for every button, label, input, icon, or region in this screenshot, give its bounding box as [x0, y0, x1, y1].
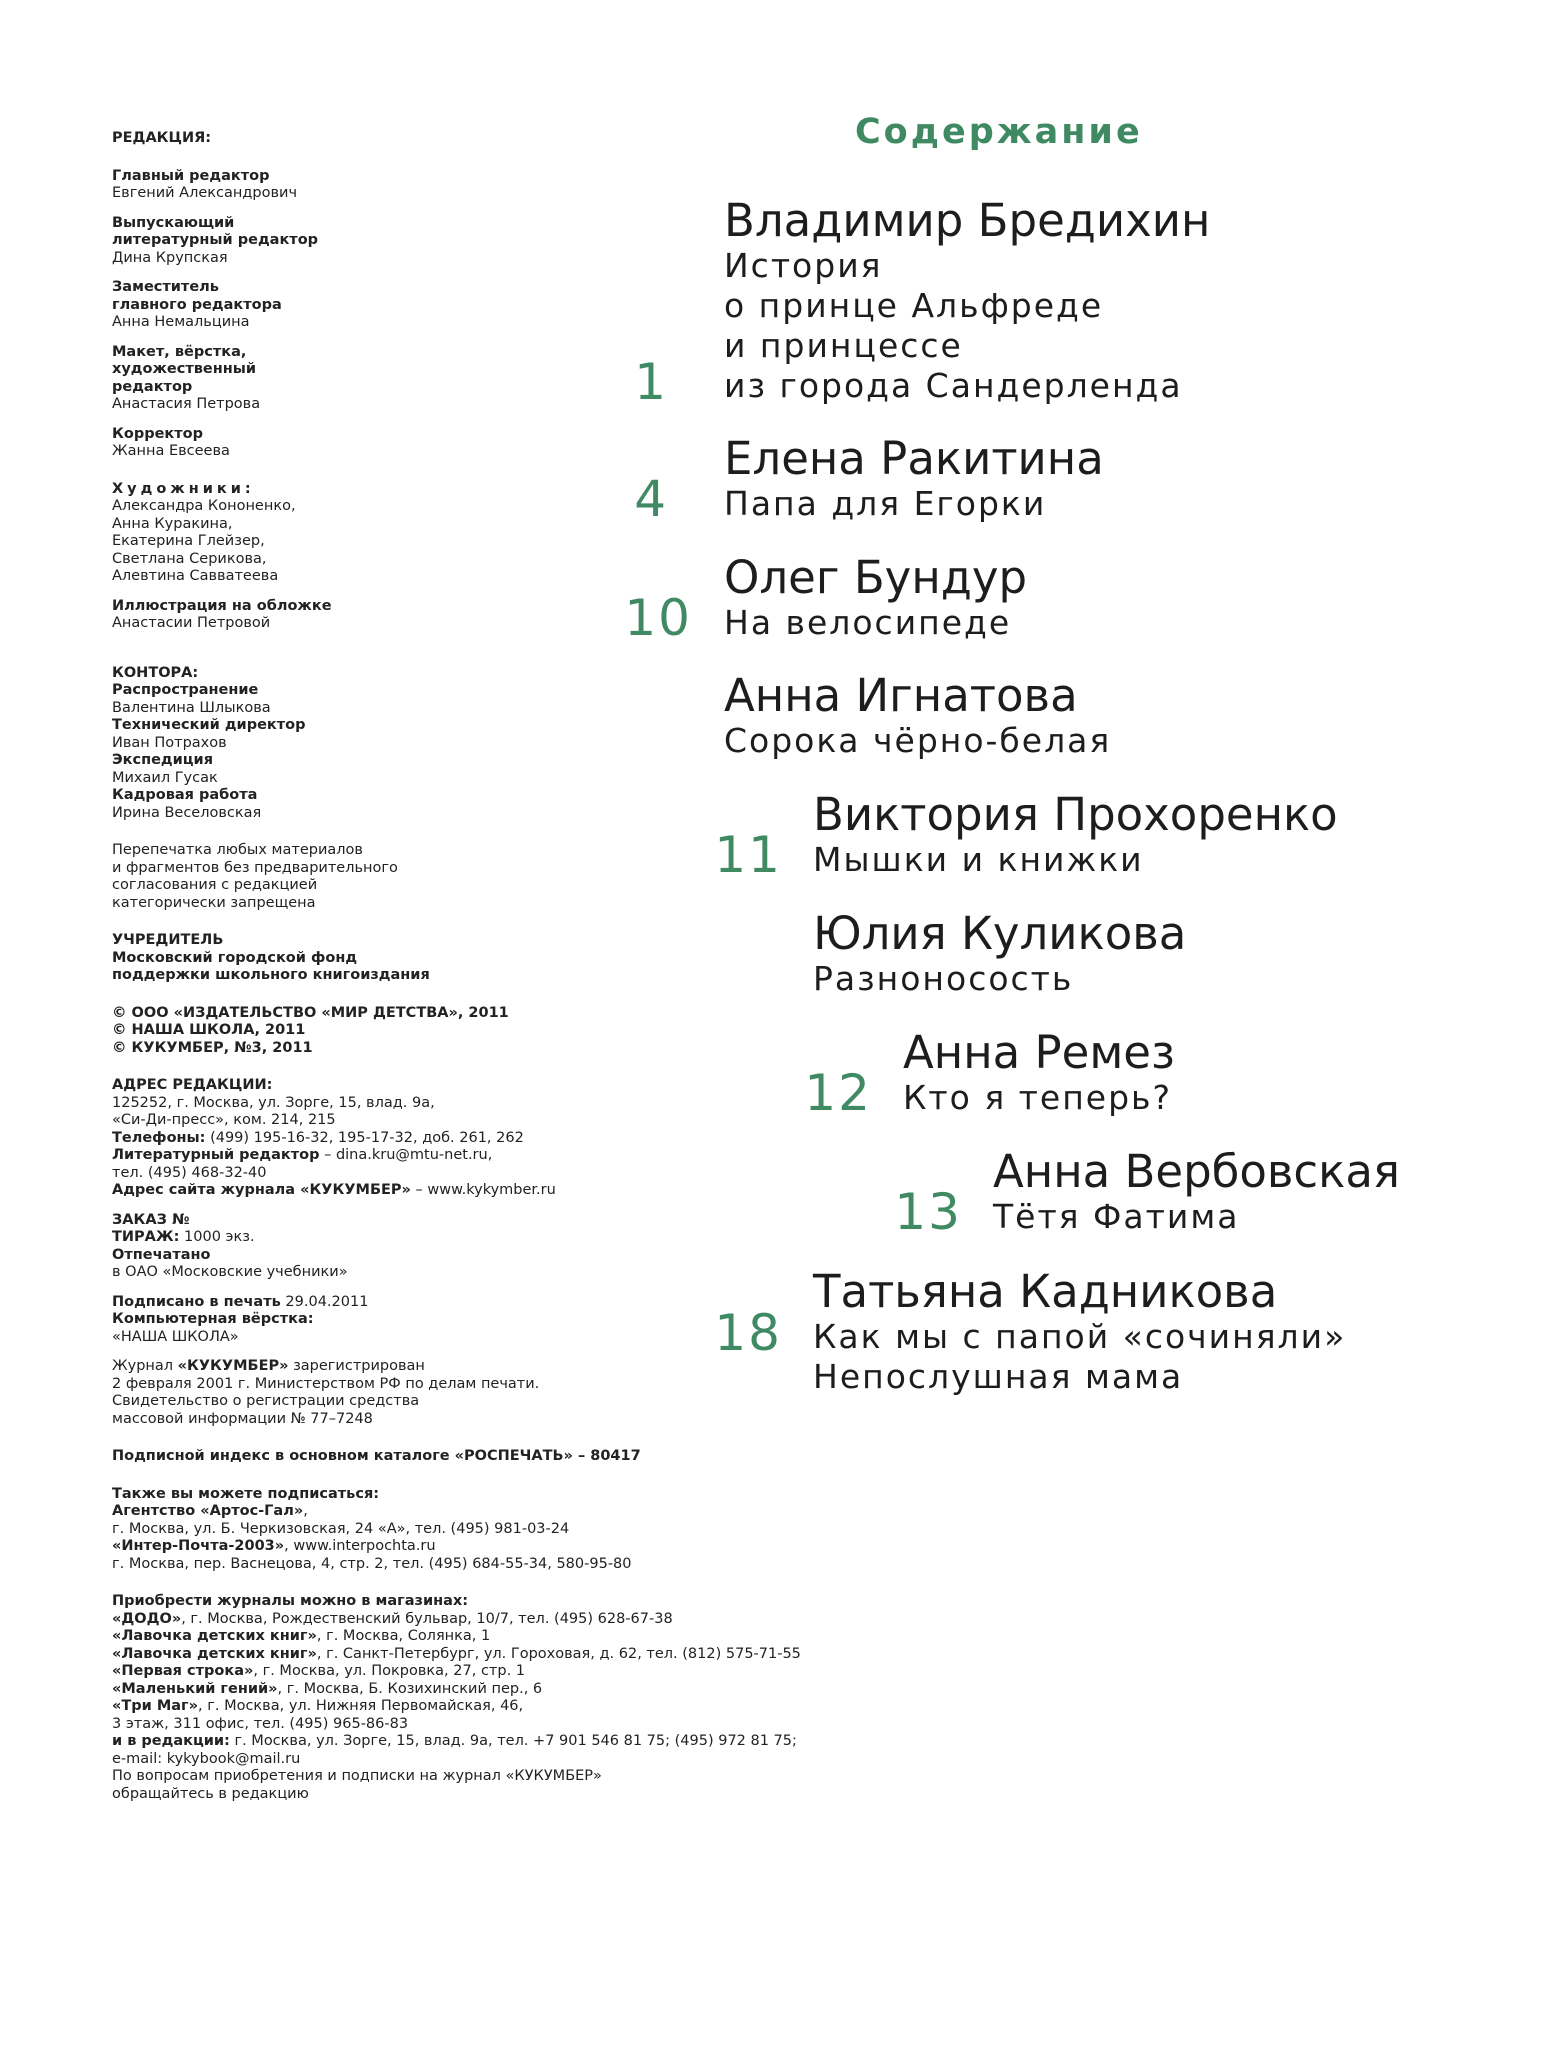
story-title: Кто я теперь? [903, 1078, 1172, 1117]
shop-line [112, 1628, 872, 1646]
agency-2 [112, 1538, 872, 1556]
story-title: Разноносость [813, 959, 1074, 998]
shop-address: , г. Москва, Б. Козихинский пер., 6 [277, 1680, 543, 1697]
printed-value: в ОАО «Московские учебники» [112, 1264, 348, 1280]
layout-role: художественный [112, 361, 257, 377]
registration-line: Свидетельство о регистрации средства [112, 1393, 420, 1409]
final-note: По вопросам приобретения и подписки на журнал «КУКУМБЕР» [112, 1768, 602, 1784]
lit-editor-role: Выпускающий [112, 214, 235, 231]
editorial-header: РЕДАКЦИЯ: [112, 130, 212, 146]
page-number: 18 [714, 1304, 782, 1362]
hr-name: Ирина Веселовская [112, 804, 262, 821]
copyright-line: © КУКУМБЕР, №3, 2011 [112, 1039, 313, 1056]
reg-suffix: зарегистрирован [288, 1358, 425, 1374]
reprint-notice: категорически запрещена [112, 894, 316, 911]
shop-line [112, 1663, 872, 1681]
reprint-notice: согласования с редакцией [112, 877, 318, 893]
artists-header: Художники: [112, 480, 255, 497]
page-number: 1 [634, 353, 668, 411]
agency-1-name: Агентство «Артос-Гал» [112, 1503, 304, 1519]
agency-1-address: г. Москва, ул. Б. Черкизовская, 24 «А», тел. (495) 981-03-24 [112, 1520, 570, 1537]
phones-label: Телефоны: [112, 1129, 206, 1146]
shop-line [112, 1681, 872, 1699]
story-title: из города Сандерленда [724, 366, 1183, 405]
shop-address: , г. Москва, ул. Покровка, 27, стр. 1 [253, 1663, 526, 1679]
copyright-line: © НАША ШКОЛА, 2011 [112, 1022, 306, 1038]
cover-role: Иллюстрация на обложке [112, 597, 332, 614]
founder-line: Московский городской фонд [112, 949, 358, 966]
story-title: На велосипеде [724, 603, 1012, 642]
reg-name: «КУКУМБЕР» [177, 1358, 289, 1374]
author-name: Виктория Прохоренко [813, 788, 1338, 841]
artist-name: Светлана Серикова, [112, 550, 267, 567]
address-line: «Си-Ди-пресс», ком. 214, 215 [112, 1112, 336, 1128]
page-number: 4 [634, 470, 668, 528]
layout-role: Макет, вёрстка, [112, 343, 247, 360]
artist-name: Екатерина Глейзер, [112, 533, 265, 549]
office-label: и в редакции: [112, 1733, 230, 1749]
proof-name: Жанна Евсеева [112, 443, 230, 459]
author-name: Анна Ремез [903, 1026, 1175, 1079]
story-title: История [724, 246, 883, 285]
page-number: 11 [714, 826, 782, 884]
typeset-value: «НАША ШКОЛА» [112, 1328, 239, 1345]
address-line: 125252, г. Москва, ул. Зорге, 15, влад. 9а, [112, 1094, 435, 1111]
reprint-notice: Перепечатка любых материалов [112, 842, 363, 858]
agency-2-address: г. Москва, пер. Васнецова, 4, стр. 2, тел. (495) 684-55-34, 580-95-80 [112, 1555, 632, 1572]
print-run-line [112, 1229, 872, 1247]
signed-label: Подписано в печать [112, 1293, 281, 1310]
also-subscribe-header: Также вы можете подписаться: [112, 1485, 380, 1502]
agency-1 [112, 1503, 872, 1521]
toc-entry [903, 1028, 1175, 1118]
author-name: Анна Игнатова [724, 669, 1078, 722]
story-title: Тётя Фатима [993, 1197, 1240, 1236]
registration-line: 2 февраля 2001 г. Министерством РФ по делам печати. [112, 1375, 540, 1392]
artist-name: Анна Куракина, [112, 515, 233, 532]
story-title: Непослушная мама [813, 1357, 1184, 1396]
story-title: Как мы с папой «сочиняли» [813, 1317, 1347, 1356]
founder-line: поддержки школьного книгоиздания [112, 967, 430, 983]
copyright-line: © ООО «ИЗДАТЕЛЬСТВО «МИР ДЕТСТВА», 2011 [112, 1004, 509, 1021]
toc-entry [724, 434, 1104, 524]
founder-header: УЧРЕДИТЕЛЬ [112, 932, 224, 948]
shop-name: «ДОДО» [112, 1610, 182, 1627]
subscription-index: Подписной индекс в основном каталоге «РОСПЕЧАТЬ» – 80417 [112, 1448, 641, 1464]
shop-line: 3 этаж, 311 офис, тел. (495) 965-86-83 [112, 1715, 409, 1732]
print-run-label: ТИРАЖ: [112, 1229, 180, 1245]
toc-entry [724, 671, 1111, 761]
toc-entry [813, 1267, 1346, 1397]
office-value: г. Москва, ул. Зорге, 15, влад. 9а, тел. +7 901 546 81 75; (495) 972 81 75; [229, 1733, 797, 1749]
shop-name: «Три Маг» [112, 1698, 199, 1714]
toc-entry [813, 909, 1186, 999]
site-label: Адрес сайта журнала «КУКУМБЕР» [112, 1182, 411, 1198]
shop-name: «Маленький гений» [112, 1680, 278, 1697]
office-header: КОНТОРА: [112, 664, 199, 681]
distribution-name: Валентина Шлыкова [112, 699, 271, 716]
shop-address: , г. Санкт-Петербург, ул. Гороховая, д. 62, тел. (812) 575-71-55 [316, 1645, 801, 1662]
printed-label: Отпечатано [112, 1246, 211, 1263]
story-title: Папа для Егорки [724, 484, 1047, 523]
lit-editor-phone: тел. (495) 468-32-40 [112, 1164, 267, 1181]
shop-name: «Лавочка детских книг» [112, 1628, 317, 1644]
toc-entry [724, 196, 1210, 406]
hr-role: Кадровая работа [112, 787, 258, 803]
shop-address: , г. Москва, Рождественский бульвар, 10/7, тел. (495) 628-67-38 [181, 1610, 673, 1627]
registration-line: массовой информации № 77–7248 [112, 1410, 373, 1427]
reg-prefix: Журнал [112, 1358, 178, 1374]
toc-entry [993, 1147, 1400, 1237]
site-value: – www.kykymber.ru [410, 1182, 556, 1198]
lit-editor-email: – dina.kru@mtu-net.ru, [319, 1147, 493, 1163]
phones-line [112, 1130, 872, 1148]
shop-line [112, 1698, 872, 1716]
author-name: Юлия Куликова [813, 907, 1187, 960]
expedition-name: Михаил Гусак [112, 769, 218, 786]
story-title: о принце Альфреде [724, 286, 1104, 325]
layout-role: редактор [112, 378, 193, 395]
print-run-value: 1000 экз. [179, 1229, 255, 1245]
toc-entry [724, 553, 1027, 643]
expedition-role: Экспедиция [112, 752, 214, 768]
deputy-name: Анна Немальцина [112, 314, 250, 330]
address-header: АДРЕС РЕДАКЦИИ: [112, 1077, 273, 1093]
lit-editor-contact-label: Литературный редактор [112, 1147, 320, 1163]
lit-editor-role: литературный редактор [112, 232, 319, 248]
author-name: Олег Бундур [724, 551, 1028, 604]
tech-name: Иван Потрахов [112, 734, 227, 751]
phones-value: (499) 195-16-32, 195-17-32, доб. 261, 262 [205, 1129, 524, 1146]
toc-title: Содержание [855, 112, 1143, 152]
office-contact [112, 1733, 872, 1751]
author-name: Анна Вербовская [993, 1145, 1400, 1198]
shop-name: «Лавочка детских книг» [112, 1645, 317, 1662]
lit-editor-name: Дина Крупская [112, 249, 228, 266]
signed-value: 29.04.2011 [280, 1293, 369, 1310]
toc-entry [813, 790, 1338, 880]
shop-name: «Первая строка» [112, 1663, 254, 1679]
site-line [112, 1182, 872, 1200]
email-line: e-mail: kykybook@mail.ru [112, 1750, 301, 1767]
author-name: Елена Ракитина [724, 432, 1104, 485]
page-number: 12 [804, 1064, 872, 1122]
shops-header: Приобрести журналы можно в магазинах: [112, 1593, 469, 1609]
shop-line [112, 1646, 872, 1664]
agency-2-site: , www.interpochta.ru [284, 1538, 436, 1554]
story-title: Сорока чёрно-белая [724, 721, 1112, 760]
lit-editor-contact [112, 1147, 872, 1165]
distribution-role: Распространение [112, 682, 259, 698]
author-name: Владимир Бредихин [724, 194, 1211, 247]
artist-name: Алевтина Савватеева [112, 568, 279, 584]
final-note: обращайтесь в редакцию [112, 1785, 309, 1802]
typeset-label: Компьютерная вёрстка: [112, 1311, 314, 1327]
shop-line [112, 1611, 872, 1629]
chief-editor-role: Главный редактор [112, 167, 270, 184]
story-title: Мышки и книжки [813, 840, 1144, 879]
page-number: 10 [624, 589, 692, 647]
agency-2-name: «Интер-Почта-2003» [112, 1538, 285, 1554]
layout-name: Анастасия Петрова [112, 396, 261, 412]
page-number: 13 [894, 1183, 962, 1241]
artist-name: Александра Кононенко, [112, 498, 296, 514]
deputy-role: Заместитель [112, 279, 219, 295]
story-title: и принцессе [724, 326, 963, 365]
agency-1-comma: , [303, 1503, 308, 1519]
cover-name: Анастасии Петровой [112, 615, 271, 631]
order-label: ЗАКАЗ № [112, 1211, 190, 1228]
deputy-role: главного редактора [112, 296, 282, 313]
author-name: Татьяна Кадникова [813, 1265, 1278, 1318]
proof-role: Корректор [112, 425, 203, 442]
chief-editor-name: Евгений Александрович [112, 185, 298, 201]
shop-address: , г. Москва, ул. Нижняя Первомайская, 46, [198, 1698, 524, 1714]
tech-role: Технический директор [112, 717, 306, 733]
shop-address: , г. Москва, Солянка, 1 [316, 1628, 491, 1644]
reprint-notice: и фрагментов без предварительного [112, 859, 398, 876]
